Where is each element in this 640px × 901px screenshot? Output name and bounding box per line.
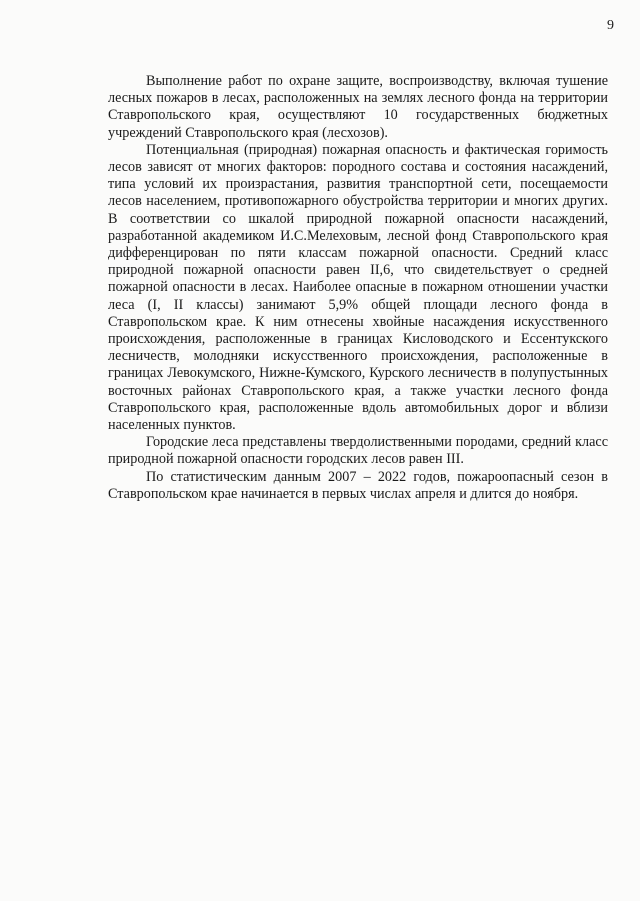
document-body bbox=[108, 73, 608, 503]
page-number: 9 bbox=[607, 18, 614, 33]
paragraph-fire-danger-classes: Потенциальная (природная) пожарная опасность и фактическая горимость лесов зависят от многих факторов: породного состава и состояния насаждений, типа условий их произрастания, развития транспортной сети, посещаемости лесов населением, противопожарного обустройства территории и многих других. В соответствии со шкалой природной пожарной опасности насаждений, разработанной академиком И.С.Мелеховым, лесной фонд Ставропольского края дифференцирован по пяти классам пожарной опасности. Средний класс природной пожарной опасности равен II,6, что свидетельствует о средней пожарной опасности в лесах. Наиболее опасные в пожарном отношении участки леса (I, II классы) занимают 5,9% общей площади лесного фонда в Ставропольском крае. К ним отнесены хвойные насаждения искусственного происхождения, расположенные в границах Кисловодского и Ессентукского лесничеств, молодняки искусственного происхождения, расположенные в границах Левокумского, Нижне-Кумского, Курского лесничеств в полупустынных восточных районах Ставропольского края, а также участки лесного фонда Ставропольского края, расположенные вдоль автомобильных дорог и вблизи населенных пунктов. bbox=[108, 141, 608, 434]
paragraph-urban-forests: Городские леса представлены твердолиственными породами, средний класс природной пожарной опасности городских лесов равен III. bbox=[108, 434, 608, 468]
paragraph-forest-protection: Выполнение работ по охране защите, воспроизводству, включая тушение лесных пожаров в лесах, расположенных на землях лесного фонда на территории Ставропольского края, осуществляют 10 государственных бюджетных учреждений Ставропольского края (лесхозов). bbox=[108, 73, 608, 141]
paragraph-fire-season: По статистическим данным 2007 – 2022 годов, пожароопасный сезон в Ставропольском крае начинается в первых числах апреля и длится до ноября. bbox=[108, 468, 608, 502]
